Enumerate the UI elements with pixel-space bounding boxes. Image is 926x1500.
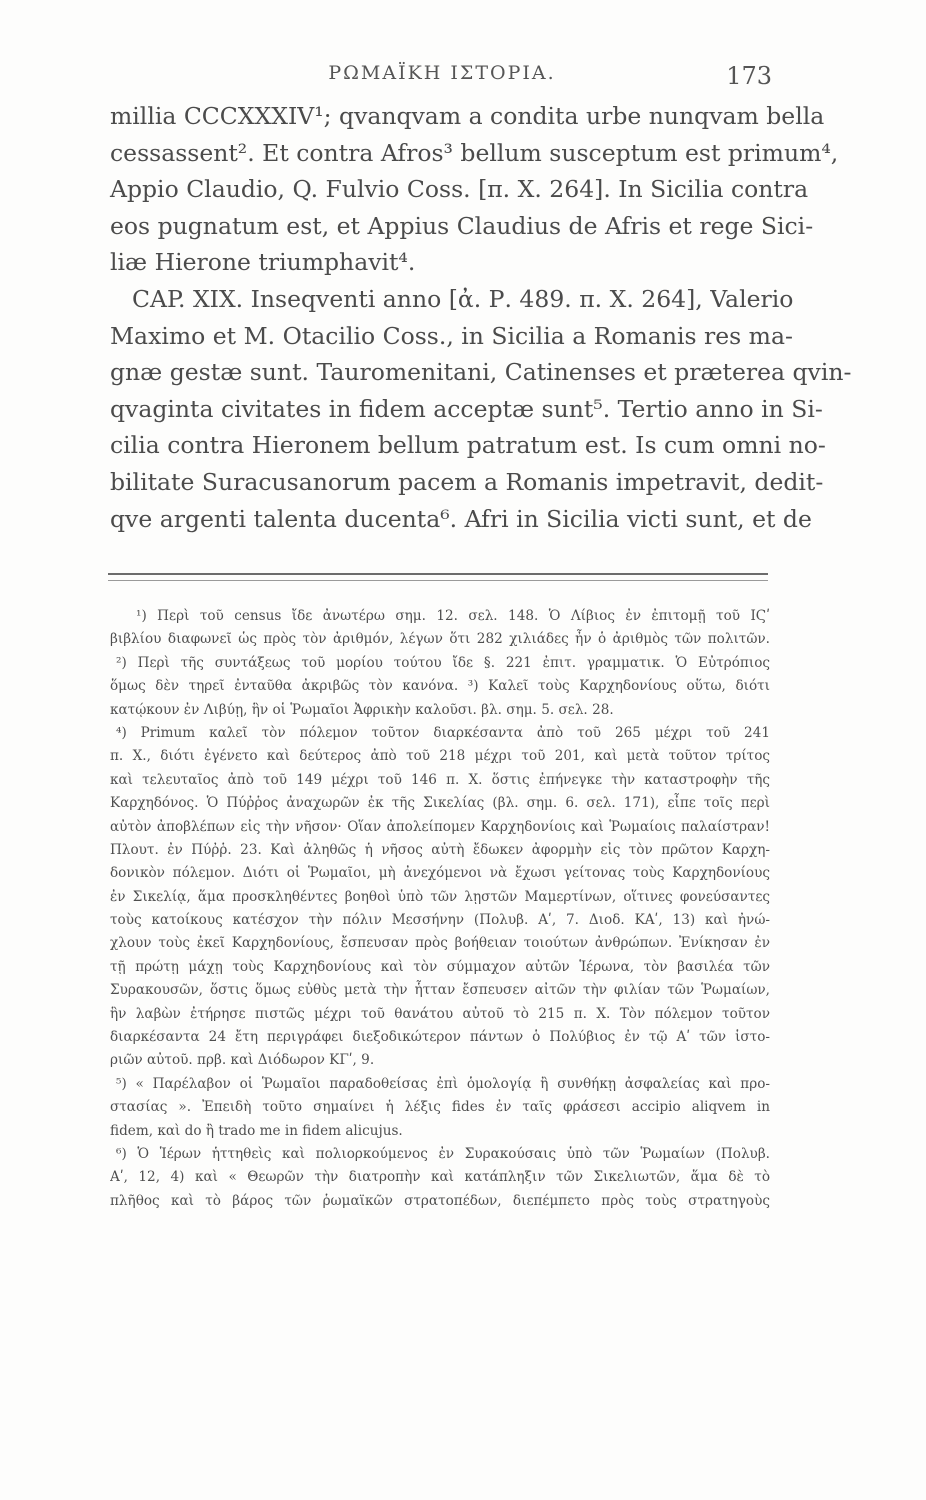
footnote-line: Αʹ, 12, 4) καὶ « Θεωρῶν τὴν διατροπὴν καὶ κατάπληξιν τῶν Σικελιωτῶν, ἅμα δὲ τὸ	[110, 1169, 770, 1186]
running-title: ΡΩΜΑΪΚΗ ΙΣΤΟΡΙΑ.	[328, 62, 556, 84]
main-text-line: eos pugnatum est, et Appius Claudius de Afris et rege Sici-	[110, 211, 814, 240]
main-text-line: Appio Claudio, Q. Fulvio Coss. [π. Χ. 264]. In Sicilia contra	[110, 175, 809, 204]
footnote-line: fidem, καὶ do ἢ trado me in fidem alicujus.	[110, 1122, 403, 1139]
footnote-line: ⁴) Primum καλεῖ τὸν πόλεμον τοῦτον διαρκέσαντα ἀπὸ τοῦ 265 μέχρι τοῦ 241	[116, 724, 770, 741]
footnote-line: αὐτὸν ἀποβλέπων εἰς τὴν νῆσον· Οἵαν ἀπολείπομεν Καρχηδονίοις καὶ Ῥωμαίοις παλαίστραν!	[110, 818, 770, 835]
main-text-line: bilitate Suracusanorum pacem a Romanis impetravit, dedit-	[110, 467, 824, 496]
main-text-line: liæ Hierone triumphavit⁴.	[110, 248, 416, 277]
main-text-line: qve argenti talenta ducenta⁶. Afri in Sicilia victi sunt, et de	[110, 504, 812, 533]
main-text-line: cessassent². Et contra Afros³ bellum susceptum est primum⁴,	[110, 138, 839, 167]
footnote-line: ¹) Περὶ τοῦ census ἴδε ἀνωτέρω σημ. 12. σελ. 148. Ὁ Λίβιος ἐν ἐπιτομῇ τοῦ ΙϚʹ	[136, 608, 770, 624]
footnote-line: διαρκέσαντα 24 ἔτη περιγράφει διεξοδικώτερον πάντων ὁ Πολύβιος ἐν τῷ Αʹ τῶν ἱστο-	[110, 1029, 770, 1046]
footnote-line: τοὺς κατοίκους κατέσχον τὴν πόλιν Μεσσήνην (Πολυβ. Αʹ, 7. Διοδ. ΚΑʹ, 13) καὶ ἠνώ-	[110, 912, 770, 929]
footnote-line: ριῶν αὐτοῦ. πρβ. καὶ Διόδωρον ΚΓʹ, 9.	[110, 1052, 375, 1069]
footnote-line: καὶ τελευταῖος ἀπὸ τοῦ 149 μέχρι τοῦ 146 π. Χ. ὅστις ἐπήνεγκε τὴν καταστροφὴν τῆς	[110, 771, 770, 788]
footnote-line: ὅμως δὲν τηρεῖ ἐνταῦθα ἀκριβῶς τὸν κανόνα. ³) Καλεῖ τοὺς Καρχηδονίους οὕτω, διότι	[110, 678, 770, 695]
running-head	[112, 62, 772, 96]
footnote-line: ⁶) Ὁ Ἱέρων ἡττηθεὶς καὶ πολιορκούμενος ἐν Συρακούσαις ὑπὸ τῶν Ῥωμαίων (Πολυβ.	[116, 1145, 770, 1162]
footnote-line: ἐν Σικελίᾳ, ἅμα προσκληθέντες βοηθοὶ ὑπὸ τῶν λῃστῶν Μαμερτίνων, οἵτινες φονεύσαντες	[110, 888, 770, 905]
main-text-line: Maximo et M. Otacilio Coss., in Sicilia a Romanis res ma-	[110, 321, 793, 350]
footnote-line: πλῆθος καὶ τὸ βάρος τῶν ῥωμαϊκῶν στρατοπέδων, διεπέμπετο πρὸς τοὺς στρατηγοὺς	[110, 1192, 770, 1209]
footnote-line: στασίας ». Ἐπειδὴ τοῦτο σημαίνει ἡ λέξις fides ἐν ταῖς φράσεσι accipio aliqvem in	[110, 1099, 770, 1116]
footnote-line: Πλουτ. ἐν Πύῤῥ. 23. Καὶ ἀληθῶς ἡ νῆσος αὐτὴ ἔδωκεν ἀφορμὴν εἰς τὸν πρῶτον Καρχη-	[110, 841, 770, 858]
footnote-line: τῇ πρώτῃ μάχῃ τοὺς Καρχηδονίους καὶ τὸν σύμμαχον αὐτῶν Ἱέρωνα, τὸν βασιλέα τῶν	[110, 958, 770, 975]
footnote-line: ²) Περὶ τῆς συντάξεως τοῦ μορίου τούτου ἴδε §. 221 ἐπιτ. γραμματικ. Ὁ Εὐτρόπιος	[116, 654, 770, 671]
footnote-line: βιβλίου διαφωνεῖ ὡς πρὸς τὸν ἀριθμόν, λέγων ὅτι 282 χιλιάδες ἦν ὁ ἀριθμὸς τῶν πολιτῶν.	[110, 631, 770, 648]
footnote-line: χλουν τοὺς ἐκεῖ Καρχηδονίους, ἔσπευσαν πρὸς βοήθειαν τοιούτων ἀνθρώπων. Ἐνίκησαν ἐν	[110, 935, 770, 952]
main-text-line: qvaginta civitates in fidem acceptæ sunt⁵. Tertio anno in Si-	[110, 394, 823, 423]
footnote-line: Συρακουσῶν, ὅστις ὅμως εὐθὺς μετὰ τὴν ἧτταν ἔσπευσεν αἰτῶν τὴν φιλίαν τῶν Ῥωμαίων,	[110, 982, 770, 999]
footnote-divider	[108, 573, 768, 575]
footnote-line: Καρχηδόνος. Ὁ Πύῤῥος ἀναχωρῶν ἐκ τῆς Σικελίας (βλ. σημ. 6. σελ. 171), εἶπε τοῖς περὶ	[110, 795, 770, 812]
main-text-line: gnæ gestæ sunt. Tauromenitani, Catinenses et præterea qvin-	[110, 358, 852, 387]
main-text-line: millia CCCXXXIV¹; qvanqvam a condita urbe nunqvam bella	[110, 102, 825, 130]
footnote-line: κατῴκουν ἐν Λιβύῃ, ἣν οἱ Ῥωμαῖοι Ἀφρικὴν καλοῦσι. βλ. σημ. 5. σελ. 28.	[110, 701, 614, 718]
footnote-line: ⁵) « Παρέλαβον οἱ Ῥωμαῖοι παραδοθείσας ἐπὶ ὁμολογίᾳ ἢ συνθήκῃ ἀσφαλείας καὶ προ-	[116, 1075, 770, 1092]
main-text-line: cilia contra Hieronem bellum patratum est. Is cum omni no-	[110, 431, 826, 460]
chapter-heading-line: CAP. XIX. Inseqventi anno [ἀ. Ρ. 489. π. Χ. 264], Valerio	[132, 284, 794, 313]
footnote-line: δονικὸν πόλεμον. Διότι οἱ Ῥωμαῖοι, μὴ ἀνεχόμενοι νὰ ἔχωσι γείτονας τοὺς Καρχηδονίους	[110, 865, 770, 882]
footnote-divider-thin	[108, 580, 768, 581]
footnotes	[110, 605, 770, 1213]
footnote-line: ἣν λαβὼν ἐτήρησε πιστῶς μέχρι τοῦ θανάτου αὐτοῦ τὸ 215 π. Χ. Τὸν πόλεμον τοῦτον	[110, 1005, 770, 1022]
footnote-line: π. Χ., διότι ἐγένετο καὶ δεύτερος ἀπὸ τοῦ 218 μέχρι τοῦ 201, καὶ μετὰ τοῦτον τρίτος	[110, 748, 770, 765]
main-text	[110, 98, 852, 537]
page-number: 173	[726, 62, 772, 90]
